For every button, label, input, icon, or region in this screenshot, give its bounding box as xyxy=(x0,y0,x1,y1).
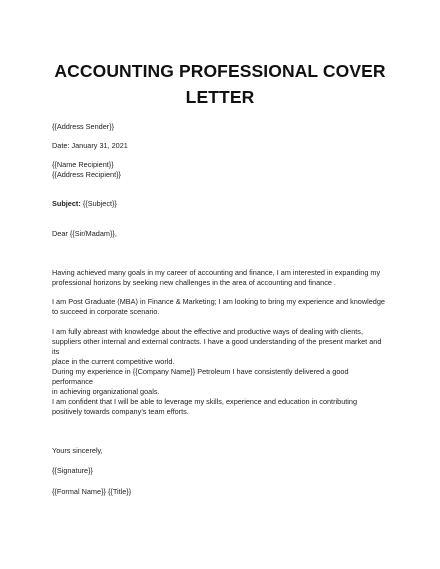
paragraph-line: During my experience in {{Company Name}} Petroleum I have consistently delivered a good performance xyxy=(52,367,349,386)
paragraph-2 xyxy=(52,297,388,317)
paragraph-1 xyxy=(52,268,388,288)
subject-value: {{Subject}} xyxy=(80,199,117,208)
address-sender: {{Address Sender}} xyxy=(52,122,115,131)
paragraph-line: positively towards company’s team efforts. xyxy=(52,407,189,416)
paragraph-4 xyxy=(52,367,388,397)
paragraph-line: I am fully abreast with knowledge about the effective and productive ways of dealing with clients, xyxy=(52,327,363,336)
title-line-2: LETTER xyxy=(185,87,255,107)
paragraph-5 xyxy=(52,397,388,417)
paragraph-line: Having achieved many goals in my career of accounting and finance, I am interested in expanding my xyxy=(52,268,381,277)
paragraph-line: in achieving organizational goals. xyxy=(52,387,160,396)
address-recipient: {{Address Recipient}} xyxy=(52,170,121,179)
paragraph-line: I am Post Graduate (MBA) in Finance & Marketing; I am looking to bring my experience and knowledge xyxy=(52,297,385,306)
paragraph-line: suppliers other internal and external contracts. I have a good understanding of the present market and its xyxy=(52,337,382,356)
subject-line xyxy=(52,199,388,209)
closing: Yours sincerely, xyxy=(52,446,103,455)
paragraph-3 xyxy=(52,327,388,367)
subject-label: Subject: xyxy=(52,199,81,208)
salutation: Dear {{Sir/Madam}}, xyxy=(52,229,117,238)
letter-date: Date: January 31, 2021 xyxy=(52,141,128,150)
formal-name-title: {{Formal Name}} {{Title}} xyxy=(52,487,132,496)
paragraph-line: professional horizons by seeking new challenges in the area of accounting and finance . xyxy=(52,278,336,287)
paragraph-line: I am confident that I will be able to leverage my skills, experience and education in contributing xyxy=(52,397,358,406)
page-title xyxy=(0,58,440,110)
signature: {{Signature}} xyxy=(52,466,93,475)
paragraph-line: to succeed in corporate scenario. xyxy=(52,307,160,316)
name-recipient: {{Name Recipient}} xyxy=(52,160,114,169)
title-line-1: ACCOUNTING PROFESSIONAL COVER xyxy=(54,61,386,81)
paragraph-line: place in the current competitive world. xyxy=(52,357,175,366)
